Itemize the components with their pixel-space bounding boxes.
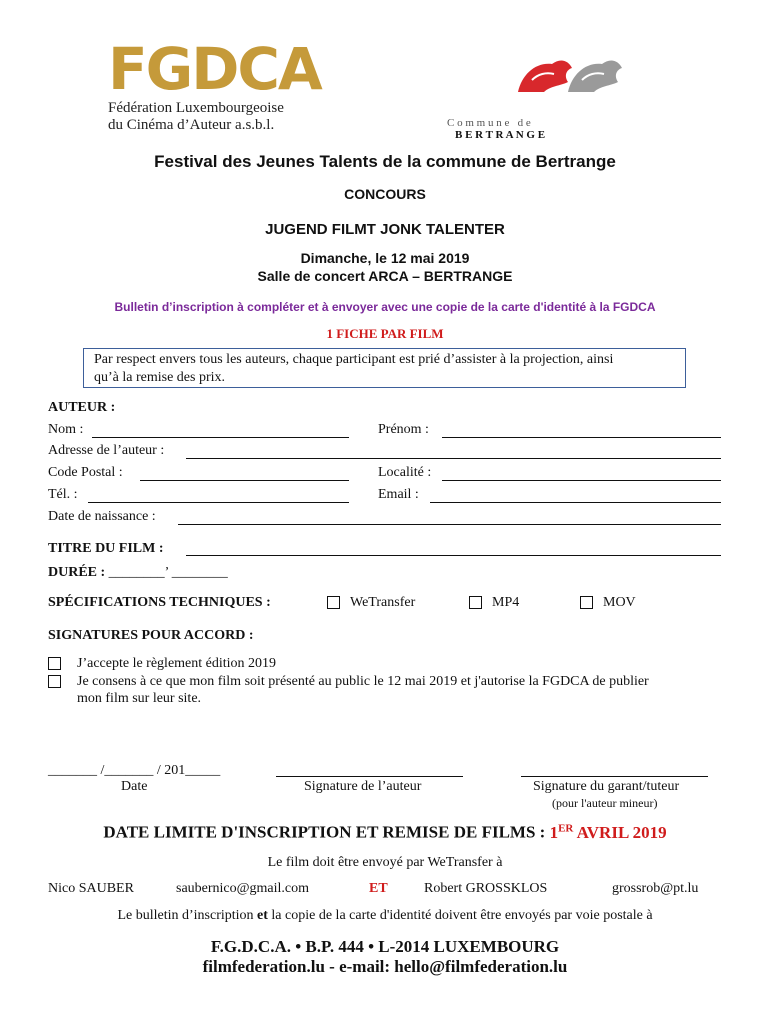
code-postal-label: Code Postal : <box>48 465 123 480</box>
fgdca-logo-line2: du Cinéma d’Auteur a.s.b.l. <box>108 117 275 133</box>
prenom-field[interactable] <box>442 437 721 438</box>
notice-line1: Par respect envers tous les auteurs, chaque participant est prié d’assister à la projection, ainsi <box>94 352 614 367</box>
mov-label: MOV <box>603 595 636 610</box>
tel-label: Tél. : <box>48 487 78 502</box>
guarantor-signature-line[interactable] <box>521 776 708 777</box>
guarantor-signature-label: Signature du garant/tuteur <box>533 779 680 794</box>
signatures-heading: SIGNATURES POUR ACCORD : <box>48 628 254 643</box>
naissance-field[interactable] <box>178 524 721 525</box>
wetransfer-checkbox[interactable] <box>327 596 340 609</box>
contact-email-2[interactable]: grossrob@pt.lu <box>612 881 699 896</box>
contact-email-1[interactable]: saubernico@gmail.com <box>176 881 310 896</box>
date-label: Date <box>121 779 148 794</box>
duree-label: DURÉE : <box>48 565 106 580</box>
titre-label: TITRE DU FILM : <box>48 541 164 556</box>
event-date: Dimanche, le 12 mai 2019 <box>300 250 470 266</box>
postal-part1: Le bulletin d’inscription <box>117 908 258 923</box>
consent-label-line2: mon film sur leur site. <box>77 691 202 706</box>
event-name: JUGEND FILMT JONK TALENTER <box>265 221 505 238</box>
footer-web[interactable]: filmfederation.lu - e-mail: hello@filmfederation.lu <box>202 957 568 976</box>
contacts-intro: Le film doit être envoyé par WeTransfer à <box>267 855 503 870</box>
mp4-checkbox[interactable] <box>469 596 482 609</box>
consent-label-line1: Je consens à ce que mon film soit présenté au public le 12 mai 2019 et j'autorise la FGDCA de publier <box>77 674 649 689</box>
localite-field[interactable] <box>442 480 721 481</box>
contact-name-2: Robert GROSSKLOS <box>424 881 548 896</box>
naissance-label: Date de naissance : <box>48 509 156 524</box>
accept-rules-label: J’accepte le règlement édition 2019 <box>77 656 277 671</box>
footer-address: F.G.D.C.A. • B.P. 444 • L-2014 LUXEMBOURG <box>210 937 560 956</box>
prenom-label: Prénom : <box>378 422 429 437</box>
localite-label: Localité : <box>378 465 432 480</box>
adresse-label: Adresse de l’auteur : <box>48 443 165 458</box>
notice-box <box>83 348 686 388</box>
notice-line2: qu’à la remise des prix. <box>94 370 226 385</box>
page-title: Festival des Jeunes Talents de la commune de Bertrange <box>154 152 616 171</box>
adresse-field[interactable] <box>186 458 721 459</box>
instruction-line: Bulletin d’inscription à compléter et à envoyer avec une copie de la carte d'identité à la FGDCA <box>114 300 656 314</box>
fiche-par-film: 1 FICHE PAR FILM <box>326 326 444 341</box>
date-field[interactable]: _______ /_______ / 201_____ <box>48 763 221 778</box>
nom-label: Nom : <box>48 422 84 437</box>
email-field[interactable] <box>430 502 721 503</box>
postal-part2: la copie de la carte d'identité doivent être envoyés par voie postale à <box>267 908 653 923</box>
code-postal-field[interactable] <box>140 480 349 481</box>
email-label: Email : <box>378 487 419 502</box>
mp4-label: MP4 <box>492 595 520 610</box>
postal-et: et <box>257 908 268 923</box>
deadline-date-rest: AVRIL 2019 <box>573 822 667 842</box>
titre-field[interactable] <box>186 555 721 556</box>
consent-checkbox[interactable] <box>48 675 61 688</box>
lion-emblem-icon <box>510 52 630 98</box>
contacts-et: ET <box>369 881 388 896</box>
fgdca-logo-letters: FGDCA <box>108 35 321 103</box>
author-signature-label: Signature de l’auteur <box>304 779 422 794</box>
deadline-text: DATE LIMITE D'INSCRIPTION ET REMISE DE FILMS : <box>103 822 550 842</box>
wetransfer-label: WeTransfer <box>350 595 416 610</box>
duree-field[interactable]: ________’ ________ <box>108 565 228 580</box>
author-signature-line[interactable] <box>276 776 463 777</box>
concours-heading: CONCOURS <box>344 186 426 202</box>
postal-instruction <box>0 908 770 924</box>
event-venue: Salle de concert ARCA – BERTRANGE <box>257 268 513 284</box>
accept-rules-checkbox[interactable] <box>48 657 61 670</box>
commune-prefix: C o m m u n e d e <box>447 117 531 129</box>
commune-name: B E R T R A N G E <box>455 129 546 141</box>
deadline-date-num: 1 <box>549 822 559 842</box>
fgdca-logo <box>108 35 321 136</box>
deadline-line <box>0 822 770 843</box>
author-heading: AUTEUR : <box>48 400 116 415</box>
guarantor-note: (pour l'auteur mineur) <box>552 796 658 810</box>
tel-field[interactable] <box>88 502 349 503</box>
fgdca-logo-line1: Fédération Luxembourgeoise <box>108 100 284 116</box>
deadline-date-sup: ER <box>558 822 574 834</box>
specs-label: SPÉCIFICATIONS TECHNIQUES : <box>48 595 271 610</box>
commune-logo <box>430 50 690 141</box>
nom-field[interactable] <box>92 437 349 438</box>
mov-checkbox[interactable] <box>580 596 593 609</box>
contact-name-1: Nico SAUBER <box>48 881 134 896</box>
